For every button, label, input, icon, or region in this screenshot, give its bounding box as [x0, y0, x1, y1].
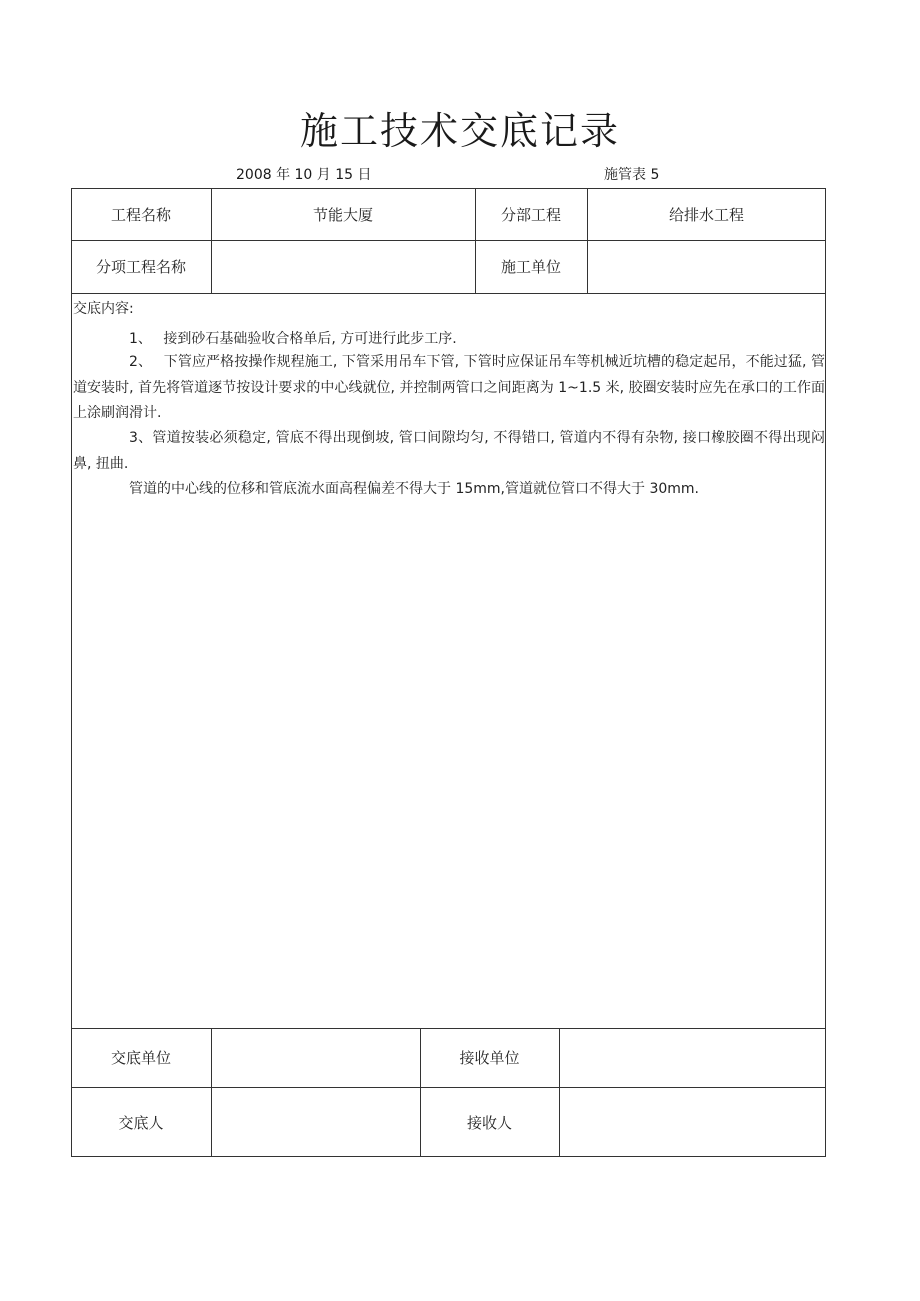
division-value[interactable]: 给排水工程 [668, 205, 744, 224]
issuer-unit-label: 交底单位 [110, 1049, 171, 1067]
content-paragraph-3: 3、管道按装必须稳定, 管底不得出现倒坡, 管口间隙均匀, 不得错口, 管道内不得有杂物, 接口橡胶圈不得出现闷鼻, 扭曲. [73, 430, 825, 472]
content-paragraph-2: 2、 下管应严格按操作规程施工, 下管采用吊车下管, 下管时应保证吊车等机械近坑槽的稳定起吊，不能过猛, 管道安装时, 首先将管道逐节按设计要求的中心线就位, 并控制两管口之间距离为 1~1.5 米, 胶圈安装时应先在承口的工作面上涂刷润滑计. [73, 354, 825, 421]
content-label: 交底内容: [73, 301, 134, 317]
subitem-label: 分项工程名称 [95, 258, 186, 276]
page-title: 施工技术交底记录 [299, 109, 620, 153]
content-paragraph-4: 管道的中心线的位移和管底流水面高程偏差不得大于 15mm,管道就位管口不得大于 30mm. [129, 481, 699, 497]
project-name-value[interactable]: 节能大厦 [312, 205, 373, 224]
contractor-value[interactable] [587, 240, 826, 293]
division-label: 分部工程 [500, 205, 561, 224]
content-paragraph-1: 1、 接到砂石基础验收合格单后, 方可进行此步工序. [129, 331, 457, 347]
receiver-unit-label: 接收单位 [459, 1049, 520, 1067]
project-name-label: 工程名称 [110, 205, 171, 224]
form-number: 施管表 5 [604, 167, 660, 183]
row-divider [71, 293, 826, 294]
receiver-label: 接收人 [466, 1113, 512, 1132]
issuer-label: 交底人 [118, 1113, 164, 1132]
issuer-value[interactable] [211, 1087, 420, 1157]
subitem-value[interactable] [211, 240, 475, 293]
record-date: 2008 年 10 月 15 日 [236, 167, 372, 183]
issuer-unit-value[interactable] [211, 1028, 420, 1087]
receiver-value[interactable] [559, 1087, 826, 1157]
receiver-unit-value[interactable] [559, 1028, 826, 1087]
contractor-label: 施工单位 [500, 258, 561, 276]
